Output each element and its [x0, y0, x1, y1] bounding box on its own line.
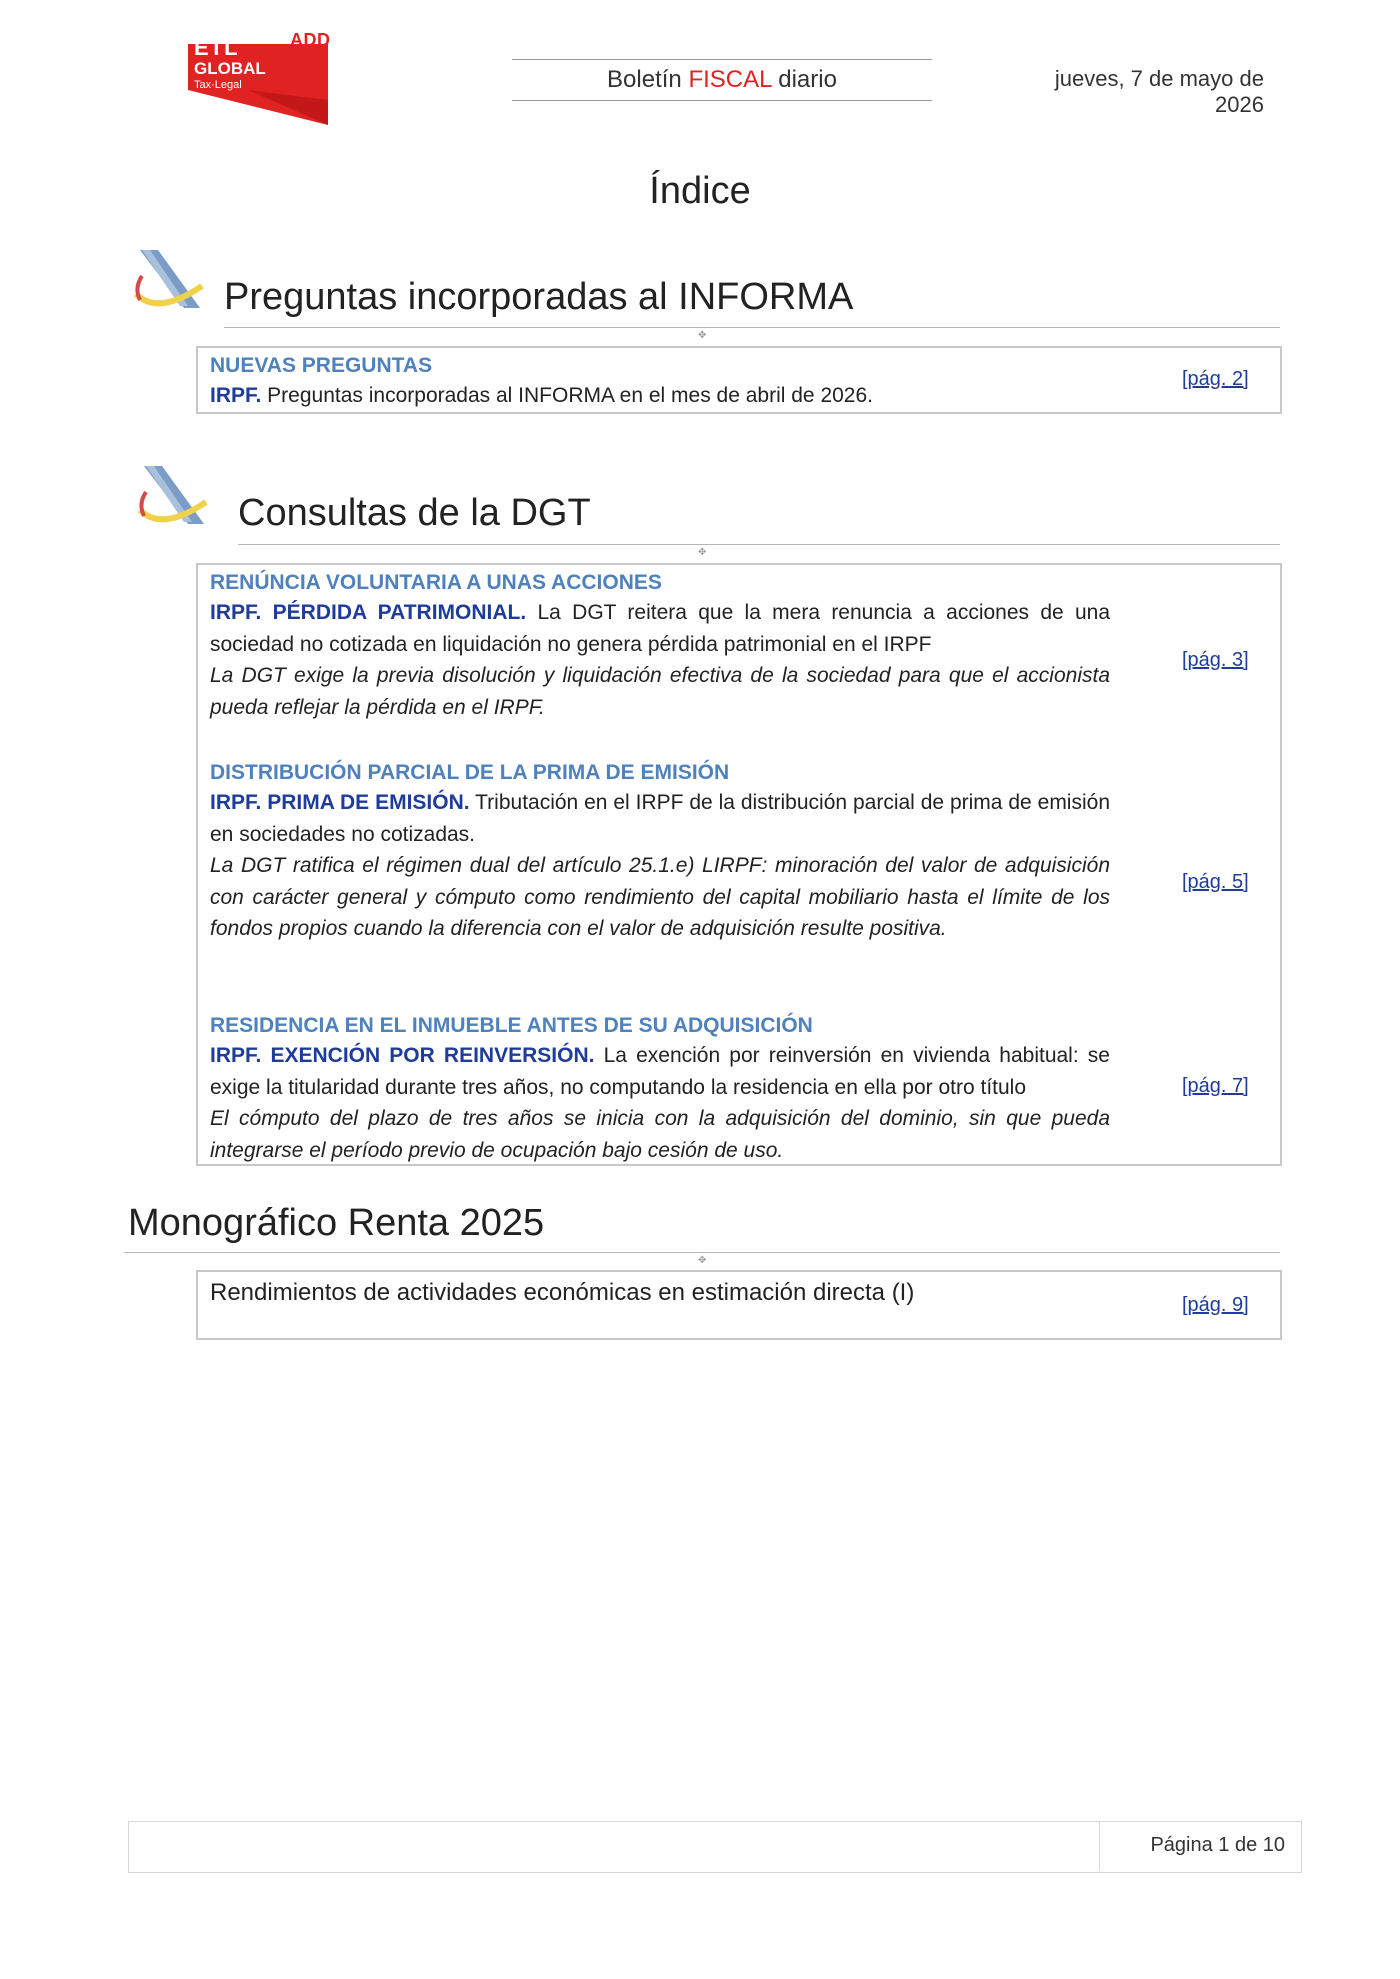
header-date: jueves, 7 de mayo de 2026	[1054, 66, 1264, 117]
entry-heading: RENÚNCIA VOLUNTARIA A UNAS ACCIONES	[210, 571, 662, 594]
list-item: Rendimientos de actividades económicas en estimación directa (I)	[210, 1279, 915, 1306]
entry-text	[210, 787, 1110, 850]
aeat-logo-icon	[128, 246, 210, 318]
entry-summary: La DGT ratifica el régimen dual del artículo 25.1.e) LIRPF: minoración del valor de adquisición con carácter general y cómputo como rendimiento del capital mobiliario hasta el límite de los fondos propios cuando la diferencia con el valor de adquisición resulte positiva.	[210, 854, 1110, 940]
entry-summary: La DGT exige la previa disolución y liquidación efectiva de la sociedad para que el accionista pueda reflejar la pérdida en el IRPF.	[210, 664, 1110, 719]
anchor-icon: ✥	[698, 547, 707, 558]
bulletin-title-accent: FISCAL	[688, 66, 772, 93]
entry-body: Preguntas incorporadas al INFORMA en el mes de abril de 2026.	[261, 384, 873, 407]
entry-lead: IRPF. EXENCIÓN POR REINVERSIÓN.	[210, 1044, 595, 1067]
entry-heading: NUEVAS PREGUNTAS	[210, 354, 433, 377]
page-link-2[interactable]: [pág. 2]	[1182, 368, 1249, 390]
section-rule	[224, 327, 1280, 328]
entry-summary: El cómputo del plazo de tres años se inicia con la adquisición del dominio, sin que pueda integrarse el período previo de ocupación bajo cesión de uso.	[210, 1107, 1110, 1162]
page-link-3[interactable]: [pág. 3]	[1182, 649, 1249, 671]
entry-heading: DISTRIBUCIÓN PARCIAL DE LA PRIMA DE EMISIÓN	[210, 761, 730, 784]
entry-lead: IRPF. PÉRDIDA PATRIMONIAL.	[210, 601, 527, 624]
list-item	[210, 759, 1110, 945]
entry-body: Tributación en el IRPF de la distribución parcial de prima de emisión en sociedades no cotizadas.	[210, 791, 1110, 846]
anchor-icon: ✥	[698, 330, 707, 341]
section-title-monografico: Monográfico Renta 2025	[128, 1202, 545, 1244]
entry-heading: RESIDENCIA EN EL INMUEBLE ANTES DE SU ADQUISICIÓN	[210, 1014, 813, 1037]
anchor-icon: ✥	[698, 1255, 707, 1266]
index-title: Índice	[649, 170, 751, 212]
page-link-7[interactable]: [pág. 7]	[1182, 1075, 1249, 1097]
logo-add-text: ADD	[290, 30, 331, 50]
section-rule	[238, 544, 1280, 545]
page-link-9[interactable]: [pág. 9]	[1182, 1294, 1249, 1316]
list-item	[210, 352, 1110, 412]
monografico-box	[196, 1270, 1282, 1340]
bulletin-title-pre: Boletín	[607, 66, 689, 93]
entry-lead: IRPF.	[210, 384, 262, 407]
entry-lead: IRPF. PRIMA DE EMISIÓN.	[210, 791, 470, 814]
etl-global-logo	[188, 30, 331, 125]
dgt-box	[196, 563, 1282, 1166]
entry-text	[210, 1040, 1110, 1103]
informa-box	[196, 346, 1282, 414]
section-title-informa: Preguntas incorporadas al INFORMA	[224, 276, 854, 318]
entry-body: La DGT reitera que la mera renuncia a acciones de una sociedad no cotizada en liquidación no genera pérdida patrimonial en el IRPF	[210, 601, 1111, 656]
list-item	[210, 569, 1110, 723]
entry-body: La exención por reinversión en vivienda habitual: se exige la titularidad durante tres años, no computando la residencia en ella por otro título	[210, 1044, 1110, 1099]
logo-tax-text: Tax·Legal	[194, 79, 242, 91]
list-item	[210, 1012, 1110, 1166]
page-footer	[128, 1821, 1302, 1873]
footer-divider	[1099, 1822, 1100, 1871]
aeat-logo-icon	[132, 462, 214, 534]
bulletin-title	[512, 59, 932, 101]
page-link-5[interactable]: [pág. 5]	[1182, 871, 1249, 893]
logo-etl-text: ETL	[194, 35, 239, 60]
logo-global-text: GLOBAL	[194, 59, 266, 78]
bulletin-title-post: diario	[771, 66, 837, 93]
entry-text	[210, 380, 1110, 412]
entry-text	[210, 597, 1110, 660]
section-rule	[124, 1252, 1280, 1253]
page-number: Página 1 de 10	[1150, 1834, 1285, 1856]
section-title-dgt: Consultas de la DGT	[238, 492, 591, 534]
